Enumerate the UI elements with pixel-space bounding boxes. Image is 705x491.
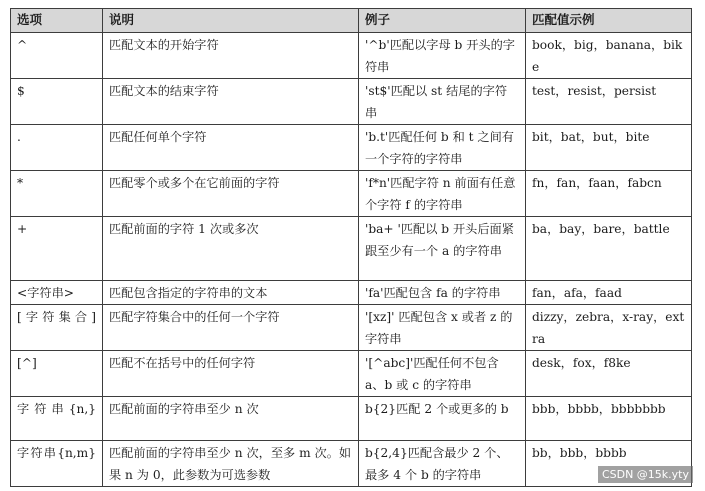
matches-cell: dizzy，zebra，x-ray，extra — [526, 305, 692, 351]
description-cell: 匹配文本的开始字符 — [103, 33, 359, 79]
example-cell: 'f*n'匹配字符 n 前面有任意个字符 f 的字符串 — [359, 171, 526, 217]
example-cell: 'b.t'匹配任何 b 和 t 之间有一个字符的字符串 — [359, 125, 526, 171]
option-cell: [^] — [11, 351, 103, 397]
header-option: 选项 — [11, 9, 103, 33]
table-row — [11, 79, 692, 125]
example-cell: '[xz]' 匹配包含 x 或者 z 的字符串 — [359, 305, 526, 351]
watermark-label: CSDN @15k.yty — [598, 466, 693, 483]
table-row — [11, 217, 692, 281]
option-cell: [字符集合] — [11, 305, 103, 351]
matches-cell: fn，fan，faan，fabcn — [526, 171, 692, 217]
matches-cell: bit，bat，but，bite — [526, 125, 692, 171]
example-cell: '[^abc]'匹配任何不包含 a、b 或 c 的字符串 — [359, 351, 526, 397]
table-row — [11, 351, 692, 397]
table-row — [11, 171, 692, 217]
description-cell: 匹配文本的结束字符 — [103, 79, 359, 125]
description-cell: 匹配前面的字符串至少 n 次，至多 m 次。如果 n 为 0，此参数为可选参数 — [103, 441, 359, 487]
example-cell: 'st$'匹配以 st 结尾的字符串 — [359, 79, 526, 125]
table-row — [11, 397, 692, 441]
example-cell: 'ba+ '匹配以 b 开头后面紧跟至少有一个 a 的字符串 — [359, 217, 526, 281]
matches-cell: ba，bay，bare，battle — [526, 217, 692, 281]
option-cell: 字符串{n,} — [11, 397, 103, 441]
description-cell: 匹配任何单个字符 — [103, 125, 359, 171]
matches-cell: bb，bbb，bbbb — [526, 441, 692, 487]
description-cell: 匹配不在括号中的任何字符 — [103, 351, 359, 397]
regex-options-table — [10, 8, 692, 487]
example-cell: 'fa'匹配包含 fa 的字符串 — [359, 281, 526, 305]
matches-cell: bbb，bbbb，bbbbbbb — [526, 397, 692, 441]
header-description: 说明 — [103, 9, 359, 33]
header-matches: 匹配值示例 — [526, 9, 692, 33]
matches-cell: test，resist，persist — [526, 79, 692, 125]
example-cell: '^b'匹配以字母 b 开头的字符串 — [359, 33, 526, 79]
description-cell: 匹配前面的字符串至少 n 次 — [103, 397, 359, 441]
option-cell: 字符串{n,m} — [11, 441, 103, 487]
example-cell: b{2}匹配 2 个或更多的 b — [359, 397, 526, 441]
example-cell: b{2,4}匹配含最少 2 个、最多 4 个 b 的字符串 — [359, 441, 526, 487]
table-row — [11, 125, 692, 171]
header-example: 例子 — [359, 9, 526, 33]
option-cell: <字符串> — [11, 281, 103, 305]
matches-cell: book，big，banana，bike — [526, 33, 692, 79]
table-row — [11, 441, 692, 487]
table-row — [11, 281, 692, 305]
option-cell: . — [11, 125, 103, 171]
description-cell: 匹配前面的字符 1 次或多次 — [103, 217, 359, 281]
option-cell: + — [11, 217, 103, 281]
description-cell: 匹配零个或多个在它前面的字符 — [103, 171, 359, 217]
option-cell: ^ — [11, 33, 103, 79]
description-cell: 匹配包含指定的字符串的文本 — [103, 281, 359, 305]
table-header-row — [11, 9, 692, 33]
table-row — [11, 33, 692, 79]
option-cell: * — [11, 171, 103, 217]
matches-cell: desk，fox，f8ke — [526, 351, 692, 397]
table-row — [11, 305, 692, 351]
option-cell: $ — [11, 79, 103, 125]
matches-cell: fan，afa，faad — [526, 281, 692, 305]
description-cell: 匹配字符集合中的任何一个字符 — [103, 305, 359, 351]
